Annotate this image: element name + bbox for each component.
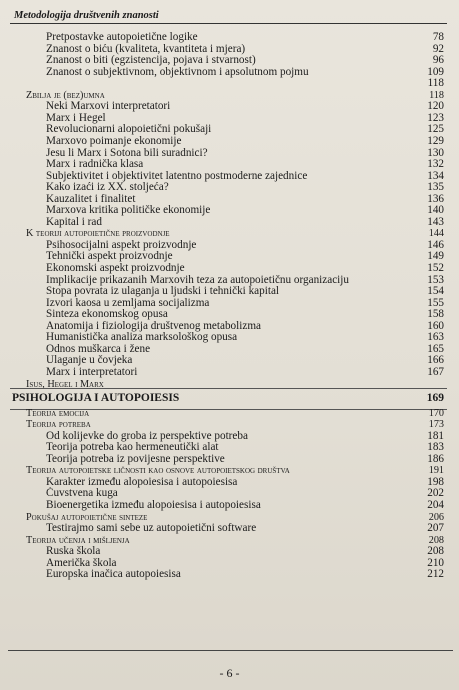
toc-entry-page: 135 xyxy=(427,181,444,194)
toc-entry-title: Revolucionarni alopoietični pokušaji xyxy=(46,123,212,136)
toc-entry-page: 155 xyxy=(427,296,444,309)
toc-entry-page: 146 xyxy=(427,238,444,251)
toc-entry-page: 125 xyxy=(427,123,444,136)
toc-entry-page: 191 xyxy=(428,465,444,477)
toc-entry-title: Znanost o subjektivnom, objektivnom i apsolutnom pojmu xyxy=(46,65,309,78)
toc-entry-page: 154 xyxy=(427,285,444,298)
toc-entry-page: 134 xyxy=(427,169,444,182)
toc-entry-page: 129 xyxy=(427,134,444,147)
toc-entry-title: Ulaganje u čovjeka xyxy=(46,354,133,367)
toc-entry-page: 206 xyxy=(428,511,444,523)
toc-entry-page: 186 xyxy=(427,452,444,465)
running-header: Metodologija društvenih znanosti xyxy=(14,10,159,21)
toc-entry-page: 153 xyxy=(427,273,444,286)
toc-entry-title: Teorija autopoietske ličnosti kao osnove autopoietskog društva xyxy=(26,465,290,477)
toc-entry xyxy=(46,568,444,581)
toc-entry-page: 96 xyxy=(432,54,444,67)
toc-entry-title: Pretpostavke autopoietične logike xyxy=(46,31,198,43)
toc-entry-page: 208 xyxy=(427,545,444,558)
toc-entry-page: 165 xyxy=(427,342,444,355)
toc-entry-page: 160 xyxy=(427,319,444,332)
toc-entry-title: Izvori kaosa u zemljama socijalizma xyxy=(46,296,210,309)
toc-entry-title: Testirajmo sami sebe uz autopoietični software xyxy=(46,522,257,535)
toc-entry-title: Teorija potreba kao hermeneutički alat xyxy=(46,441,219,454)
toc-entry-title: Marxova kritika političke ekonomije xyxy=(46,204,211,217)
toc-entry xyxy=(12,392,444,405)
toc-entry-title: Kako izaći iz XX. stoljeća? xyxy=(46,181,169,194)
toc-entry-title: Humanistička analiza marksološkog opusa xyxy=(46,331,238,344)
toc-entry-page: 92 xyxy=(432,42,444,55)
toc-entry-page: 136 xyxy=(427,192,444,205)
toc-entry-page: 158 xyxy=(427,308,444,321)
toc-entry-page: 130 xyxy=(427,146,444,159)
toc-entry-page: 204 xyxy=(427,499,444,511)
toc-entry-title: Marx i Hegel xyxy=(46,111,106,124)
toc-entry-page: 210 xyxy=(427,556,444,569)
toc-entry-page: 140 xyxy=(427,204,444,217)
toc-entry-title: Marx i interpretatori xyxy=(46,365,138,378)
toc-entry-title: Bioenergetika između alopoiesisa i autopoiesisa xyxy=(46,499,261,511)
toc-entry-title: Ruska škola xyxy=(46,545,101,558)
toc-entry-title: Teorija potreba iz povijesne perspektive xyxy=(46,452,225,465)
toc-entry-page: 166 xyxy=(427,354,444,367)
toc-entry-title: Od kolijevke do groba iz perspektive potreba xyxy=(46,429,248,442)
toc-entry-page: 163 xyxy=(427,331,444,344)
toc-entry-title: Stopa povrata iz ulaganja u ljudski i tehnički kapital xyxy=(46,285,280,298)
toc-entry-title: Sinteza ekonomskog opusa xyxy=(46,308,168,321)
page-number: - 6 - xyxy=(219,666,240,680)
toc-entry-title: Ekonomski aspekt proizvodnje xyxy=(46,262,185,274)
toc-entry-page: 149 xyxy=(427,250,444,263)
toc-entry-page: 118 xyxy=(429,89,444,101)
toc-entry-title: Kauzalitet i finalitet xyxy=(46,192,136,205)
toc-entry-page: 208 xyxy=(428,534,444,546)
toc-entry-title: Marxovo poimanje ekonomije xyxy=(46,134,182,147)
toc-entry-title: Čuvstvena kuga xyxy=(46,487,118,500)
toc-entry-page: 198 xyxy=(427,475,444,488)
toc-entry-page: 143 xyxy=(427,215,444,228)
toc-entry-title: Karakter između alopoiesisa i autopoiesisa xyxy=(46,475,238,488)
toc-entry-page: 170 xyxy=(428,407,444,419)
toc-entry-page: 202 xyxy=(427,487,444,500)
toc-entry-title: Europska inačica autopoiesisa xyxy=(46,568,181,581)
toc-entry-title: Znanost o biću (kvaliteta, kvantiteta i mjera) xyxy=(46,42,246,55)
toc-entry-page: 123 xyxy=(427,111,444,124)
toc-entry-page: 181 xyxy=(427,429,444,442)
toc-entry-title: Pokušaj autopoietične sinteze xyxy=(26,511,148,523)
footer-rule xyxy=(8,650,453,651)
toc-entry-page: 173 xyxy=(428,419,444,431)
toc-entry-title: Subjektivitet i objektivitet latentno postmoderne zajednice xyxy=(46,169,308,182)
section-rule xyxy=(10,388,447,389)
toc-entry-title: Psihosocijalni aspekt proizvodnje xyxy=(46,238,197,251)
toc-entry-page: 109 xyxy=(427,65,444,78)
header-rule xyxy=(10,23,447,24)
toc-entry-title: Odnos muškarca i žene xyxy=(46,342,151,355)
toc-entry-page: 167 xyxy=(427,365,444,378)
toc-entry-page: 120 xyxy=(427,100,444,113)
toc-entry-title: Jesu li Marx i Sotona bili suradnici? xyxy=(46,146,208,159)
toc-entry-title: Zbilja je (bez)umna xyxy=(26,89,105,101)
toc-entry-page: 144 xyxy=(428,228,444,240)
toc-entry-page: 152 xyxy=(427,262,444,274)
toc-entry-title: Američka škola xyxy=(46,556,117,569)
toc-entry-page: 207 xyxy=(427,522,444,535)
toc-entry-title: Anatomija i fiziologija društvenog metabolizma xyxy=(46,319,261,332)
toc-entry-title: Implikacije prikazanih Marxovih teza za autopoietičnu organizaciju xyxy=(46,273,349,286)
toc-entry-page: 169 xyxy=(426,392,444,405)
toc-entry-title: K teoriji autopoietične proizvodnje xyxy=(26,228,170,240)
toc-entry-title: Teorija učenja i mišljenja xyxy=(26,534,130,546)
toc-entry-title: Teorija potreba xyxy=(26,419,91,431)
toc-entry-title: PSIHOLOGIJA I AUTOPOIESIS xyxy=(12,392,180,405)
toc-entry-page: 118 xyxy=(427,77,444,90)
toc-entry-title: Tehnički aspekt proizvodnje xyxy=(46,250,173,263)
toc-entry-page: 78 xyxy=(432,31,444,43)
toc-entry-title: Neki Marxovi interpretatori xyxy=(46,100,171,113)
toc-entry-title: Teorija emocija xyxy=(26,407,90,419)
toc-entry-title: Marx i radnička klasa xyxy=(46,158,144,171)
toc-entry-page: 212 xyxy=(427,568,444,581)
toc-entry-title: Isus, Hegel i Marx xyxy=(26,378,104,390)
toc-entry-title: Kapital i rad xyxy=(46,215,102,228)
toc-entry-page: 132 xyxy=(427,158,444,171)
toc-entry-page: 183 xyxy=(427,441,444,454)
toc-entry-title: Znanost o biti (egzistencija, pojava i stvarnost) xyxy=(46,54,256,67)
